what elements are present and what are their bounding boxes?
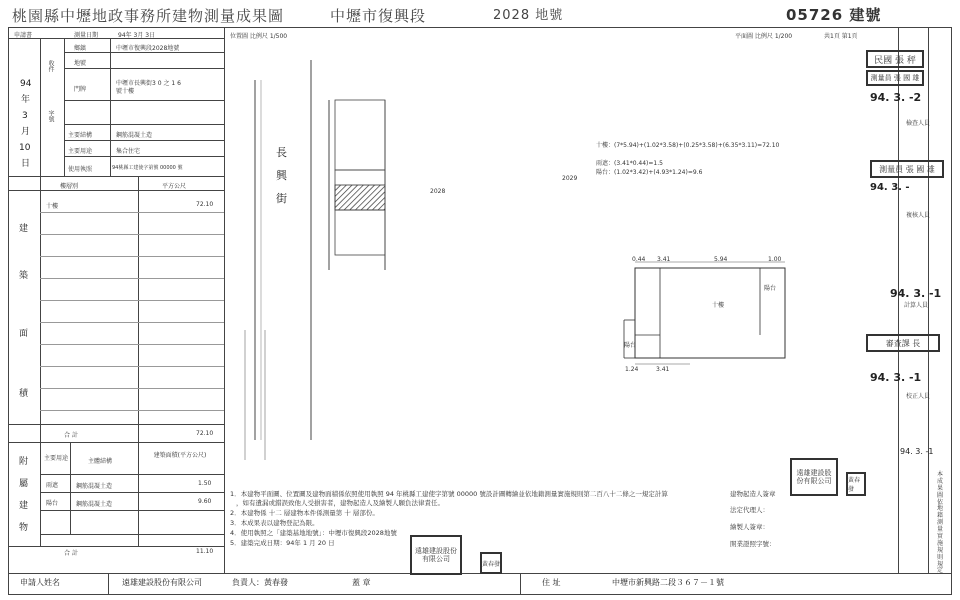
attach-label-2: 屬 xyxy=(19,479,29,489)
date-day-number: 10 xyxy=(19,143,31,153)
stamp-date-5: 94. 3. -1 xyxy=(900,447,934,456)
floor-name: 十樓 xyxy=(46,203,59,210)
footer-address: 中壢市新興路二段３６７－１號 xyxy=(612,578,724,587)
header-cell-date-value: 94年 3月 3日 xyxy=(118,32,156,39)
attach-row1-structure: 鋼筋混凝土造 xyxy=(76,483,113,490)
row-value-structure: 鋼筋混凝土造 xyxy=(116,132,153,139)
section-label-4: 積 xyxy=(19,389,29,399)
location-map xyxy=(225,40,645,480)
row-label-lot: 地號 xyxy=(74,60,87,67)
header-cell-survey-date: 測量日期 xyxy=(74,32,99,39)
date-month-number: 3 xyxy=(22,111,28,121)
table-header-floor: 樓層別 xyxy=(60,183,79,190)
stamp-role-1: 檢查人員 xyxy=(906,120,931,127)
dim-top-4: 1.00 xyxy=(768,256,782,263)
area-formula-awning: 雨遮：(3.41*0.44)=1.5 xyxy=(596,160,663,167)
section-label-3: 面 xyxy=(19,329,29,339)
footer-representative: 負責人：黃春發 xyxy=(232,578,288,587)
stamp-role-4: 校正人員 xyxy=(906,393,931,400)
sign-agent: 法定代理人： xyxy=(730,506,769,514)
note-1: 1．本建物平面圖、位置圖及建物面積係依照使用執照 94 年桃縣工建使字第號 00000 號設計圖轉繪並依地籍測量實施規則第二百八十二條之一規定計算 xyxy=(230,490,668,498)
stamp-date-4: 94. 3. -1 xyxy=(870,371,922,384)
note-1-cont: ，如有遺漏或錯誤致他人受損害者，建物起造人及繪製人願負法律責任。 xyxy=(236,499,444,507)
dim-top-3: 5.94 xyxy=(714,256,728,263)
stamp-surveyor-2: 測量員 張 國 雄 xyxy=(870,160,944,178)
company-seal-footer: 遠雄建設股份有限公司 xyxy=(410,535,462,575)
stamp-role-3: 計算人員 xyxy=(904,302,929,309)
sign-cert: 開業證照字號： xyxy=(730,540,776,548)
sign-drawer: 繪製人簽章： xyxy=(730,523,769,531)
attach-row2-use: 陽台 xyxy=(46,500,59,507)
right-vertical-note: 本 成 果 圖 依 地 籍 測 量 實 施 規 則 規 定 xyxy=(936,471,943,575)
row-value-permit: 94桃縣工建使字第號 00000 號 xyxy=(112,165,183,171)
section-label-2: 築 xyxy=(19,271,29,281)
header-cell-application: 申請書 xyxy=(14,32,33,39)
footer-applicant-label: 申請人姓名 xyxy=(20,578,60,587)
floor-plan-room-label: 十樓 xyxy=(712,302,725,309)
section-label-1: 建 xyxy=(19,224,29,234)
floor-plan-balcony-label-right: 陽台 xyxy=(764,285,777,292)
footer-seal-label: 蓋 章 xyxy=(352,578,371,587)
company-seal: 遠雄建設股份有限公司 xyxy=(790,458,838,496)
parcel-number-label: 2028 xyxy=(430,188,446,195)
building-number: 05726 建號 xyxy=(786,6,882,24)
row-label-door: 門牌 xyxy=(74,86,87,93)
row-value-use: 集合住宅 xyxy=(116,148,141,155)
attach-label-1: 附 xyxy=(19,457,29,467)
location-map-scale: 位置圖 比例尺 1/500 xyxy=(230,33,288,40)
row-label-permit: 使用執照 xyxy=(68,166,93,173)
attach-header-use: 主要用途 xyxy=(44,455,69,462)
stamp-date-3: 94. 3. -1 xyxy=(890,287,942,300)
parcel-south xyxy=(335,210,385,255)
rep-seal-footer: 黃春發 xyxy=(480,552,502,574)
attach-header-area: 建築面積(平方公尺) xyxy=(153,452,207,459)
street-char-3: 街 xyxy=(276,192,287,205)
owner-seal: 黃春發 xyxy=(846,472,866,496)
row-value-door: 中壢市長興街3 0 之 1 6 號十樓 xyxy=(116,80,181,95)
date-year-char: 年 xyxy=(21,95,31,105)
stamp-name-1: 民國 張 秤 xyxy=(866,50,924,68)
sign-owner: 建物起造人簽章 xyxy=(730,490,776,498)
area-formula-balcony: 陽台：(1.02*3.42)+(4.93*1.24)=9.6 xyxy=(596,169,703,176)
attach-row2-structure: 鋼筋混凝土造 xyxy=(76,501,113,508)
page-indicator: 共1頁 第1頁 xyxy=(824,33,858,40)
row-label-use: 主要用途 xyxy=(68,148,93,155)
note-4: 4．使用執照之「建築基地地號」：中壢市復興段2028地號 xyxy=(230,529,397,537)
footer-address-label: 住 址 xyxy=(542,578,561,587)
floor-plan-scale: 平面圖 比例尺 1/200 xyxy=(735,33,793,40)
document-title: 桃園縣中壢地政事務所建物測量成果圖 xyxy=(12,7,285,25)
stamp-role-2: 複核人員 xyxy=(906,212,931,219)
parcel-north xyxy=(335,100,385,170)
row-label-township: 鄉鎮 xyxy=(74,45,87,52)
subject-parcel xyxy=(335,185,385,210)
dim-bottom-2: 3.41 xyxy=(656,366,670,373)
attach-label-3: 建 xyxy=(19,501,29,511)
row-label-structure: 主要結構 xyxy=(68,132,93,139)
attach-total-label: 合 計 xyxy=(64,550,78,557)
date-month-char: 月 xyxy=(21,127,31,137)
attach-row2-area: 9.60 xyxy=(198,498,212,505)
attach-label-4: 物 xyxy=(19,523,29,533)
floor-area: 72.10 xyxy=(196,201,214,208)
note-5: 5．建築完成日期：94年 1 月 20 日 xyxy=(230,539,335,547)
parcel-number-label-2: 2029 xyxy=(562,175,578,182)
table-header-area: 平方公尺 xyxy=(162,183,187,190)
floor-plan-outline xyxy=(635,268,785,358)
total-label: 合 計 xyxy=(64,432,78,439)
street-char-1: 長 xyxy=(276,146,287,159)
attach-row1-area: 1.50 xyxy=(198,480,212,487)
land-number: 2028 地號 xyxy=(493,8,564,23)
floor-plan-balcony-label: 陽台 xyxy=(624,342,637,349)
area-formula-floor: 十樓：(7*5.94)+(1.02*3.58)+(0.25*3.58)+(6.35*3.11)=72.10 xyxy=(596,142,780,149)
stamp-date-1: 94. 3. -2 xyxy=(870,91,922,104)
footer-company-name: 遠雄建設股份有限公司 xyxy=(122,578,202,587)
floor-plan xyxy=(610,250,800,380)
office-label: 收件 xyxy=(47,60,54,72)
total-value: 72.10 xyxy=(196,430,214,437)
stamp-date-2: 94. 3. - xyxy=(870,182,910,193)
district-name: 中壢市復興段 xyxy=(330,7,427,25)
office-col-label: 字號 xyxy=(47,110,54,122)
street-char-2: 興 xyxy=(276,169,287,182)
dim-bottom-1: 1.24 xyxy=(625,366,639,373)
date-day-char: 日 xyxy=(21,159,31,169)
attach-total-value: 11.10 xyxy=(196,548,214,555)
stamp-section-chief: 審查課 長 xyxy=(866,334,940,352)
date-year-number: 94 xyxy=(20,79,32,89)
note-2: 2．本建物係 十二 層建物本件係測量第 十 層部份。 xyxy=(230,509,379,517)
attach-row1-use: 雨遮 xyxy=(46,482,59,489)
stamp-surveyor-1: 測量員 張 國 雄 xyxy=(866,70,924,86)
note-3: 3．本成果表以建物登記為限。 xyxy=(230,519,319,527)
attach-header-structure: 主體結構 xyxy=(88,458,113,465)
dim-top-2: 3.41 xyxy=(657,256,671,263)
dim-top-1: 0.44 xyxy=(632,256,646,263)
row-value-township: 中壢市復興段2028地號 xyxy=(116,45,180,52)
